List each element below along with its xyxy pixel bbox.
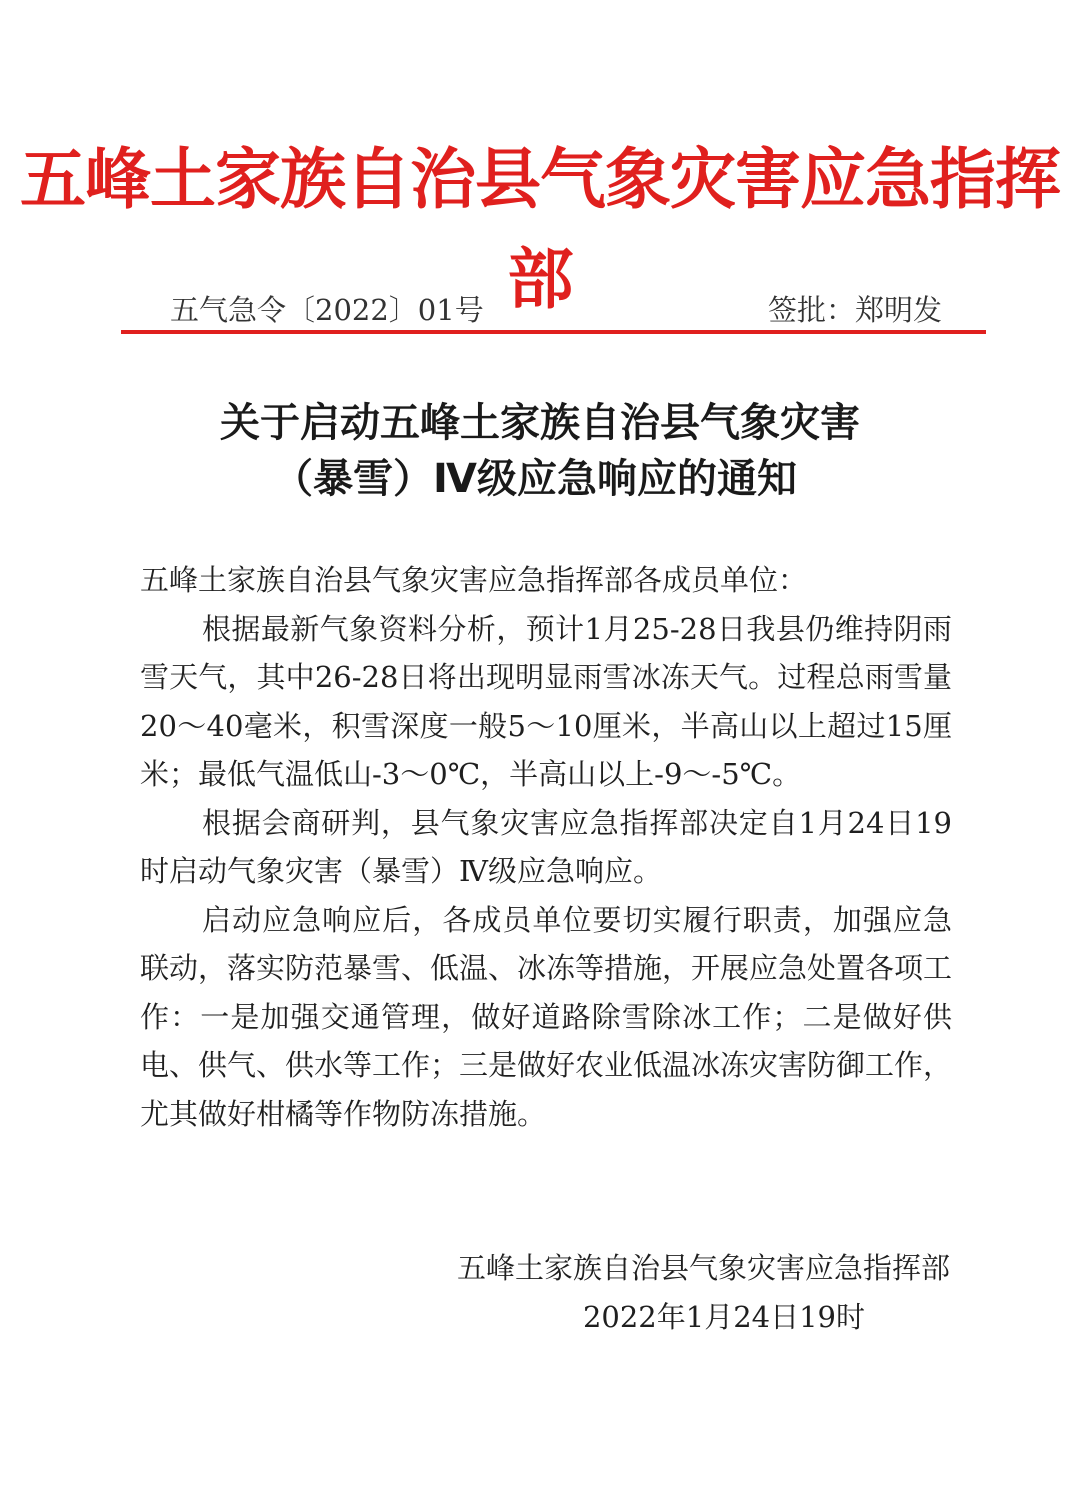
notice-title: [0, 395, 1080, 507]
body-paragraph-decision: 根据会商研判，县气象灾害应急指挥部决定自1月24日19时启动气象灾害（暴雪）Ⅳ级应急响应。: [140, 805, 952, 888]
notice-title-line-1: 关于启动五峰土家族自治县气象灾害: [220, 400, 860, 446]
body-paragraph-requirements: 启动应急响应后，各成员单位要切实履行职责，加强应急联动，落实防范暴雪、低温、冰冻等措施，开展应急处置各项工作：一是加强交通管理，做好道路除雪除冰工作；二是做好供电、供气、供水等工作；三是做好农业低温冰冻灾害防御工作，尤其做好柑橘等作物防冻措施。: [140, 902, 953, 1131]
salutation: 五峰土家族自治县气象灾害应急指挥部各成员单位：: [140, 563, 808, 597]
notice-body: [140, 556, 952, 1138]
body-paragraph-forecast: 根据最新气象资料分析，预计1月25-28日我县仍维持阴雨雪天气，其中26-28日将出现明显雨雪冰冻天气。过程总雨雪量20～40毫米，积雪深度一般5～10厘米，半高山以上超过15厘米；最低气温低山-3～0℃，半高山以上-9～-5℃。: [140, 611, 952, 791]
notice-title-line-2: （暴雪）Ⅳ级应急响应的通知: [273, 456, 797, 502]
signer-line: 签批：郑明发: [767, 293, 942, 327]
document-number: 五气急令〔2022〕01号: [170, 293, 484, 327]
signature-date: 2022年1月24日19时: [582, 1300, 865, 1334]
red-separator-line: [121, 330, 986, 334]
signature-organization: 五峰土家族自治县气象灾害应急指挥部: [456, 1251, 950, 1285]
issuing-authority-title: 五峰土家族自治县气象灾害应急指挥部: [20, 141, 1060, 318]
document-meta-row: [120, 280, 986, 330]
